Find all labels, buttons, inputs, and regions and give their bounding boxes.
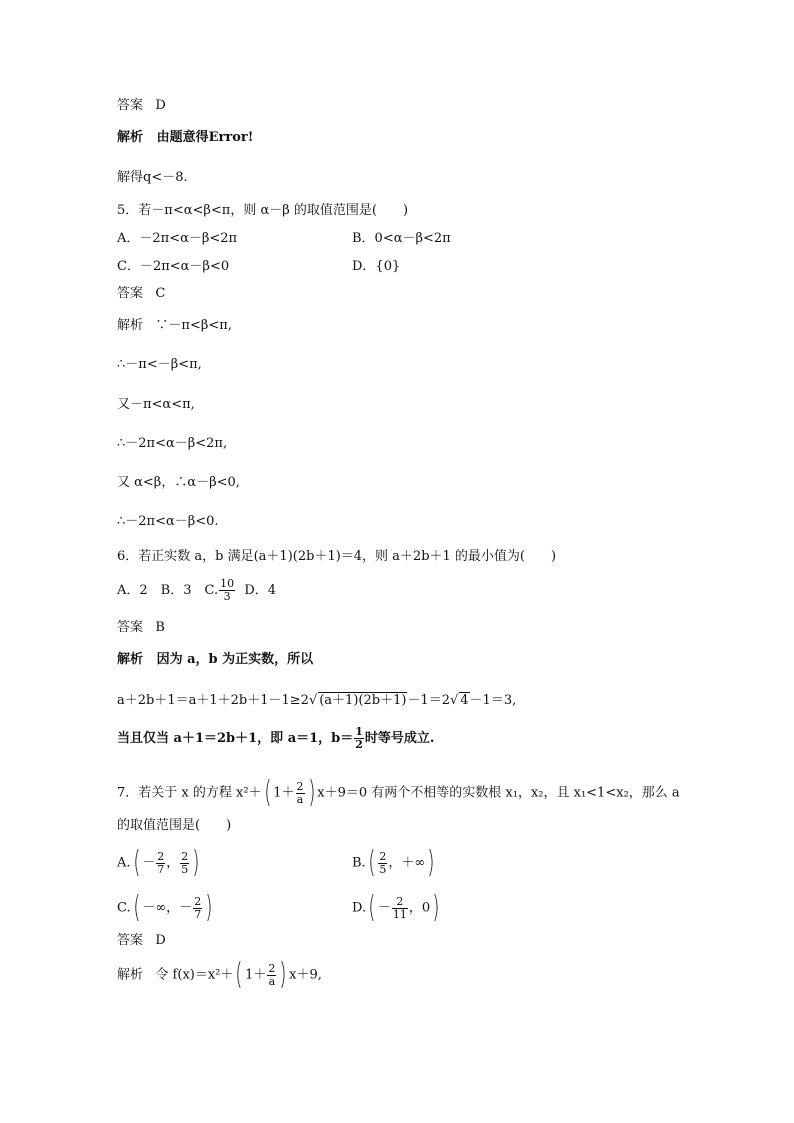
q7-option-b [352,845,437,880]
inequality-mid: －1＝2 [407,693,450,708]
numerator: 2 [268,961,276,975]
inequality-right: －1＝3, [469,693,517,708]
question-7-stem [117,775,680,810]
answer-line-q5 [117,286,165,302]
denominator: a [296,792,304,806]
analysis-label: 解析 [117,652,144,667]
equality-text: 当且仅当 a＋1＝2b＋1，即 a＝1，b＝ [117,731,354,746]
answer-label: 答案 [117,620,144,635]
left-paren: ( [235,957,243,992]
right-paren: ) [432,890,440,925]
fraction [219,578,235,603]
left-paren: ( [368,890,376,925]
analysis-label: 解析 [117,318,144,333]
denominator: 2 [355,738,363,751]
right-paren: ) [307,775,315,810]
question-7-stem-cont: 的取值范围是( ) [117,818,232,833]
answer-label: 答案 [117,933,144,948]
option-label: A. [117,855,131,871]
left-paren: ( [132,845,140,880]
one-plus: 1＋ [245,967,267,983]
sqrt-radicand: 4 [460,693,469,708]
q5-option-d: D．{0} [352,259,401,274]
denominator: 7 [194,907,202,921]
analysis-step: ∴－2π<α－β<0. [117,514,219,529]
numerator: 2 [157,849,165,863]
q7-option-d [352,890,442,925]
option-label: D. [352,900,367,916]
numerator: 2 [296,779,304,793]
inequality-left: a＋2b＋1＝a＋1＋2b＋1－1≥2 [117,693,309,708]
stem-part: 7．若关于 x 的方程 x²＋ [117,785,262,801]
q5-option-c: C．－2π<α－β<0 [117,259,230,274]
left-paren: ( [132,890,140,925]
denominator: 5 [379,862,387,876]
fraction [296,781,305,806]
analysis-step: 又－π<α<π, [117,397,195,412]
right-paren: ) [279,957,287,992]
fraction [267,963,276,988]
q5-option-b: B．0<α－β<2π [352,231,451,246]
fraction [378,851,387,876]
left-paren: ( [368,845,376,880]
answer-line-q6 [117,620,165,636]
numerator: 2 [392,896,408,909]
numerator: 2 [181,849,189,863]
q7-option-a [117,845,202,880]
answer-value: B [155,620,165,635]
numerator: 10 [220,577,235,590]
answer-value: D [155,98,166,113]
right-paren: ) [205,890,213,925]
neg-sign: － [377,900,391,916]
analysis-step: ∵－π<β<π, [155,318,232,333]
analysis-line-q4 [117,130,253,146]
answer-line-q4 [117,98,166,114]
question-5-stem: 5．若－π<α<β<π，则 α－β 的取值范围是( ) [117,203,409,218]
analysis-step: ∴－π<－β<π, [117,357,202,372]
analysis-text: 由题意得Error! [156,130,254,145]
analysis-step: 又 α<β，∴α－β<0, [117,475,240,490]
separator: ， [166,855,180,871]
option-label: C. [117,900,131,916]
analysis-line-q7 [117,957,322,992]
equality-text-end: 时等号成立. [364,731,435,746]
analysis-step: ∴－2π<α－β<2π, [117,436,228,451]
denominator: 3 [223,590,231,603]
answer-value: C [155,286,166,301]
q7-option-c [117,890,215,925]
numerator: 2 [379,849,387,863]
fraction [156,851,165,876]
question-6-stem: 6．若正实数 a，b 满足(a＋1)(2b＋1)＝4，则 a＋2b＋1 的最小值为( ) [117,549,557,564]
denominator: a [268,974,276,988]
option-label: B. [352,855,366,871]
analysis-text: 因为 a，b 为正实数，所以 [156,652,314,667]
fraction [193,896,202,921]
q6-options [117,578,276,603]
analysis-text: 令 f(x)＝x²＋ [155,967,234,983]
analysis-label: 解析 [117,130,144,145]
q6-options-ab: A．2 B．3 C. [117,583,219,598]
analysis-line-q6 [117,652,313,668]
q6-inequality: a＋2b＋1＝a＋1＋2b＋1－1≥2√ (a＋1)(2b＋1)－1＝2√ 4－1＝3, [117,693,517,708]
stem-part: x＋9＝0 有两个不相等的实数根 x₁，x₂，且 x₁<1<x₂，那么 a [317,785,680,801]
interval-left: －∞，－ [142,900,193,916]
fraction [392,896,408,921]
denominator: 5 [181,862,189,876]
q6-option-d: D．4 [244,583,277,598]
numerator: 2 [194,894,202,908]
denominator: 7 [157,862,165,876]
q6-equality-condition [117,726,434,751]
answer-label: 答案 [117,98,144,113]
analysis-line-q5 [117,318,232,334]
analysis-label: 解析 [117,967,144,983]
neg-sign: － [142,855,156,871]
left-paren: ( [263,775,271,810]
right-paren: ) [192,845,200,880]
analysis-text-end: x＋9, [289,967,322,983]
fraction [180,851,189,876]
denominator: 11 [392,907,407,921]
numerator: 1 [355,725,363,738]
answer-value: D [155,933,166,948]
q5-option-a: A．－2π<α－β<2π [117,231,238,246]
right-paren: ) [427,845,435,880]
solve-line-q4: 解得q<－8. [117,170,188,185]
sqrt-radicand: (a＋1)(2b＋1) [319,693,407,708]
answer-label: 答案 [117,286,144,301]
answer-line-q7 [117,933,166,949]
one-plus: 1＋ [273,785,295,801]
interval-rest: ，0 [408,900,431,916]
fraction [354,726,364,751]
interval-rest: ，＋∞ [388,855,426,871]
